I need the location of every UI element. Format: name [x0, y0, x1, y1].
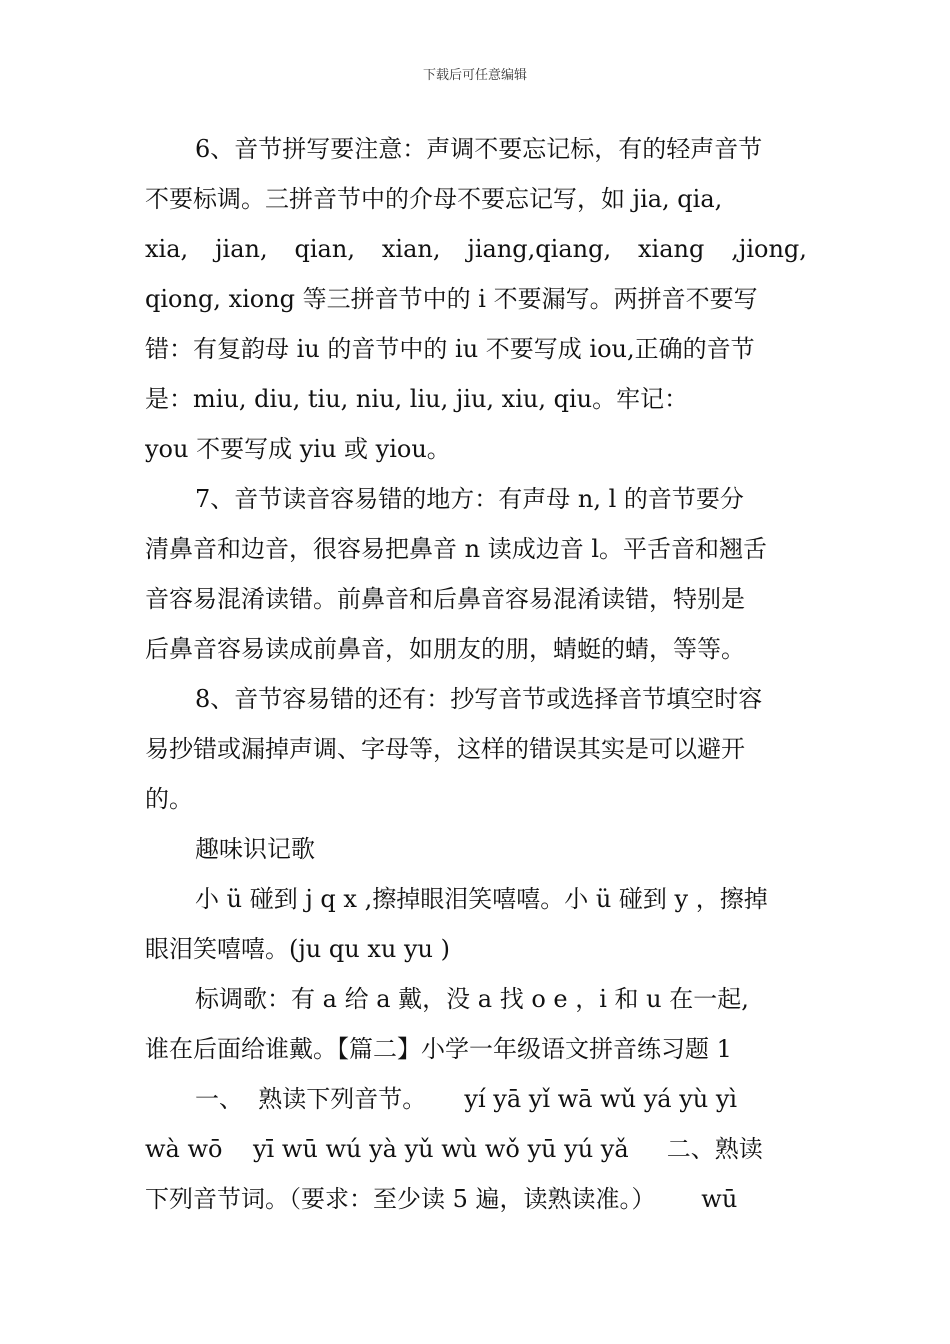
text-line: 下列音节词。（要求：至少读 5 遍，读熟读准。） wū [145, 1185, 738, 1213]
text-line: 易抄错或漏掉声调、字母等，这样的错误其实是可以避开 [145, 735, 745, 763]
text-line: 不要标调。三拼音节中的介母不要忘记写，如 jia, qia, [145, 185, 723, 213]
document-body [145, 124, 807, 1224]
pinyin-word: ,jiong, [731, 235, 807, 263]
text-line: qiong, xiong 等三拼音节中的 i 不要漏写。两拼音不要写 [145, 285, 758, 313]
text-line: 错：有复韵母 iu 的音节中的 iu 不要写成 iou,正确的音节 [145, 335, 755, 363]
text-line: 8、音节容易错的还有：抄写音节或选择音节填空时容 [195, 685, 763, 713]
text-line: 小 ü 碰到 j q x ,擦掉眼泪笑嘻嘻。小 ü 碰到 y ，擦掉 [195, 885, 768, 913]
text-line: 一、 熟读下列音节。 yí yā yǐ wā wǔ yá yù yì [195, 1085, 738, 1113]
pinyin-word: qian, [294, 235, 355, 263]
text-line [145, 224, 807, 274]
text-line: 7、音节读音容易错的地方：有声母 n, l 的音节要分 [195, 485, 744, 513]
text-line: wà wō yī wū wú yà yǔ wù wǒ yū yú yǎ 二、熟读 [145, 1135, 763, 1163]
text-line: you 不要写成 yiu 或 yiou。 [145, 435, 451, 463]
pinyin-word: xian, [381, 235, 441, 263]
text-line: 眼泪笑嘻嘻。(ju qu xu yu ) [145, 935, 450, 963]
page-header: 下载后可任意编辑 [422, 68, 527, 83]
text-line: 后鼻音容易读成前鼻音，如朋友的朋，蜻蜓的蜻，等等。 [145, 635, 745, 663]
pinyin-word: xiang [638, 235, 705, 263]
text-line: 音容易混淆读错。前鼻音和后鼻音容易混淆读错，特别是 [145, 585, 745, 613]
section-heading: 趣味识记歌 [195, 835, 315, 863]
text-line: 谁在后面给谁戴。【篇二】小学一年级语文拼音练习题 1 [145, 1035, 732, 1063]
pinyin-word: jiang,qiang, [467, 235, 612, 263]
text-line: 标调歌：有 a 给 a 戴，没 a 找 o e ，i 和 u 在一起, [195, 985, 749, 1013]
text-line: 6、音节拼写要注意：声调不要忘记标，有的轻声音节 [195, 135, 763, 163]
text-line: 是：miu, diu, tiu, niu, liu, jiu, xiu, qiu。牢记： [145, 385, 689, 413]
text-line: 清鼻音和边音，很容易把鼻音 n 读成边音 l。平舌音和翘舌 [145, 535, 768, 563]
pinyin-word: xia, [145, 235, 189, 263]
text-line: 的。 [145, 785, 193, 813]
pinyin-word: jian, [215, 235, 268, 263]
